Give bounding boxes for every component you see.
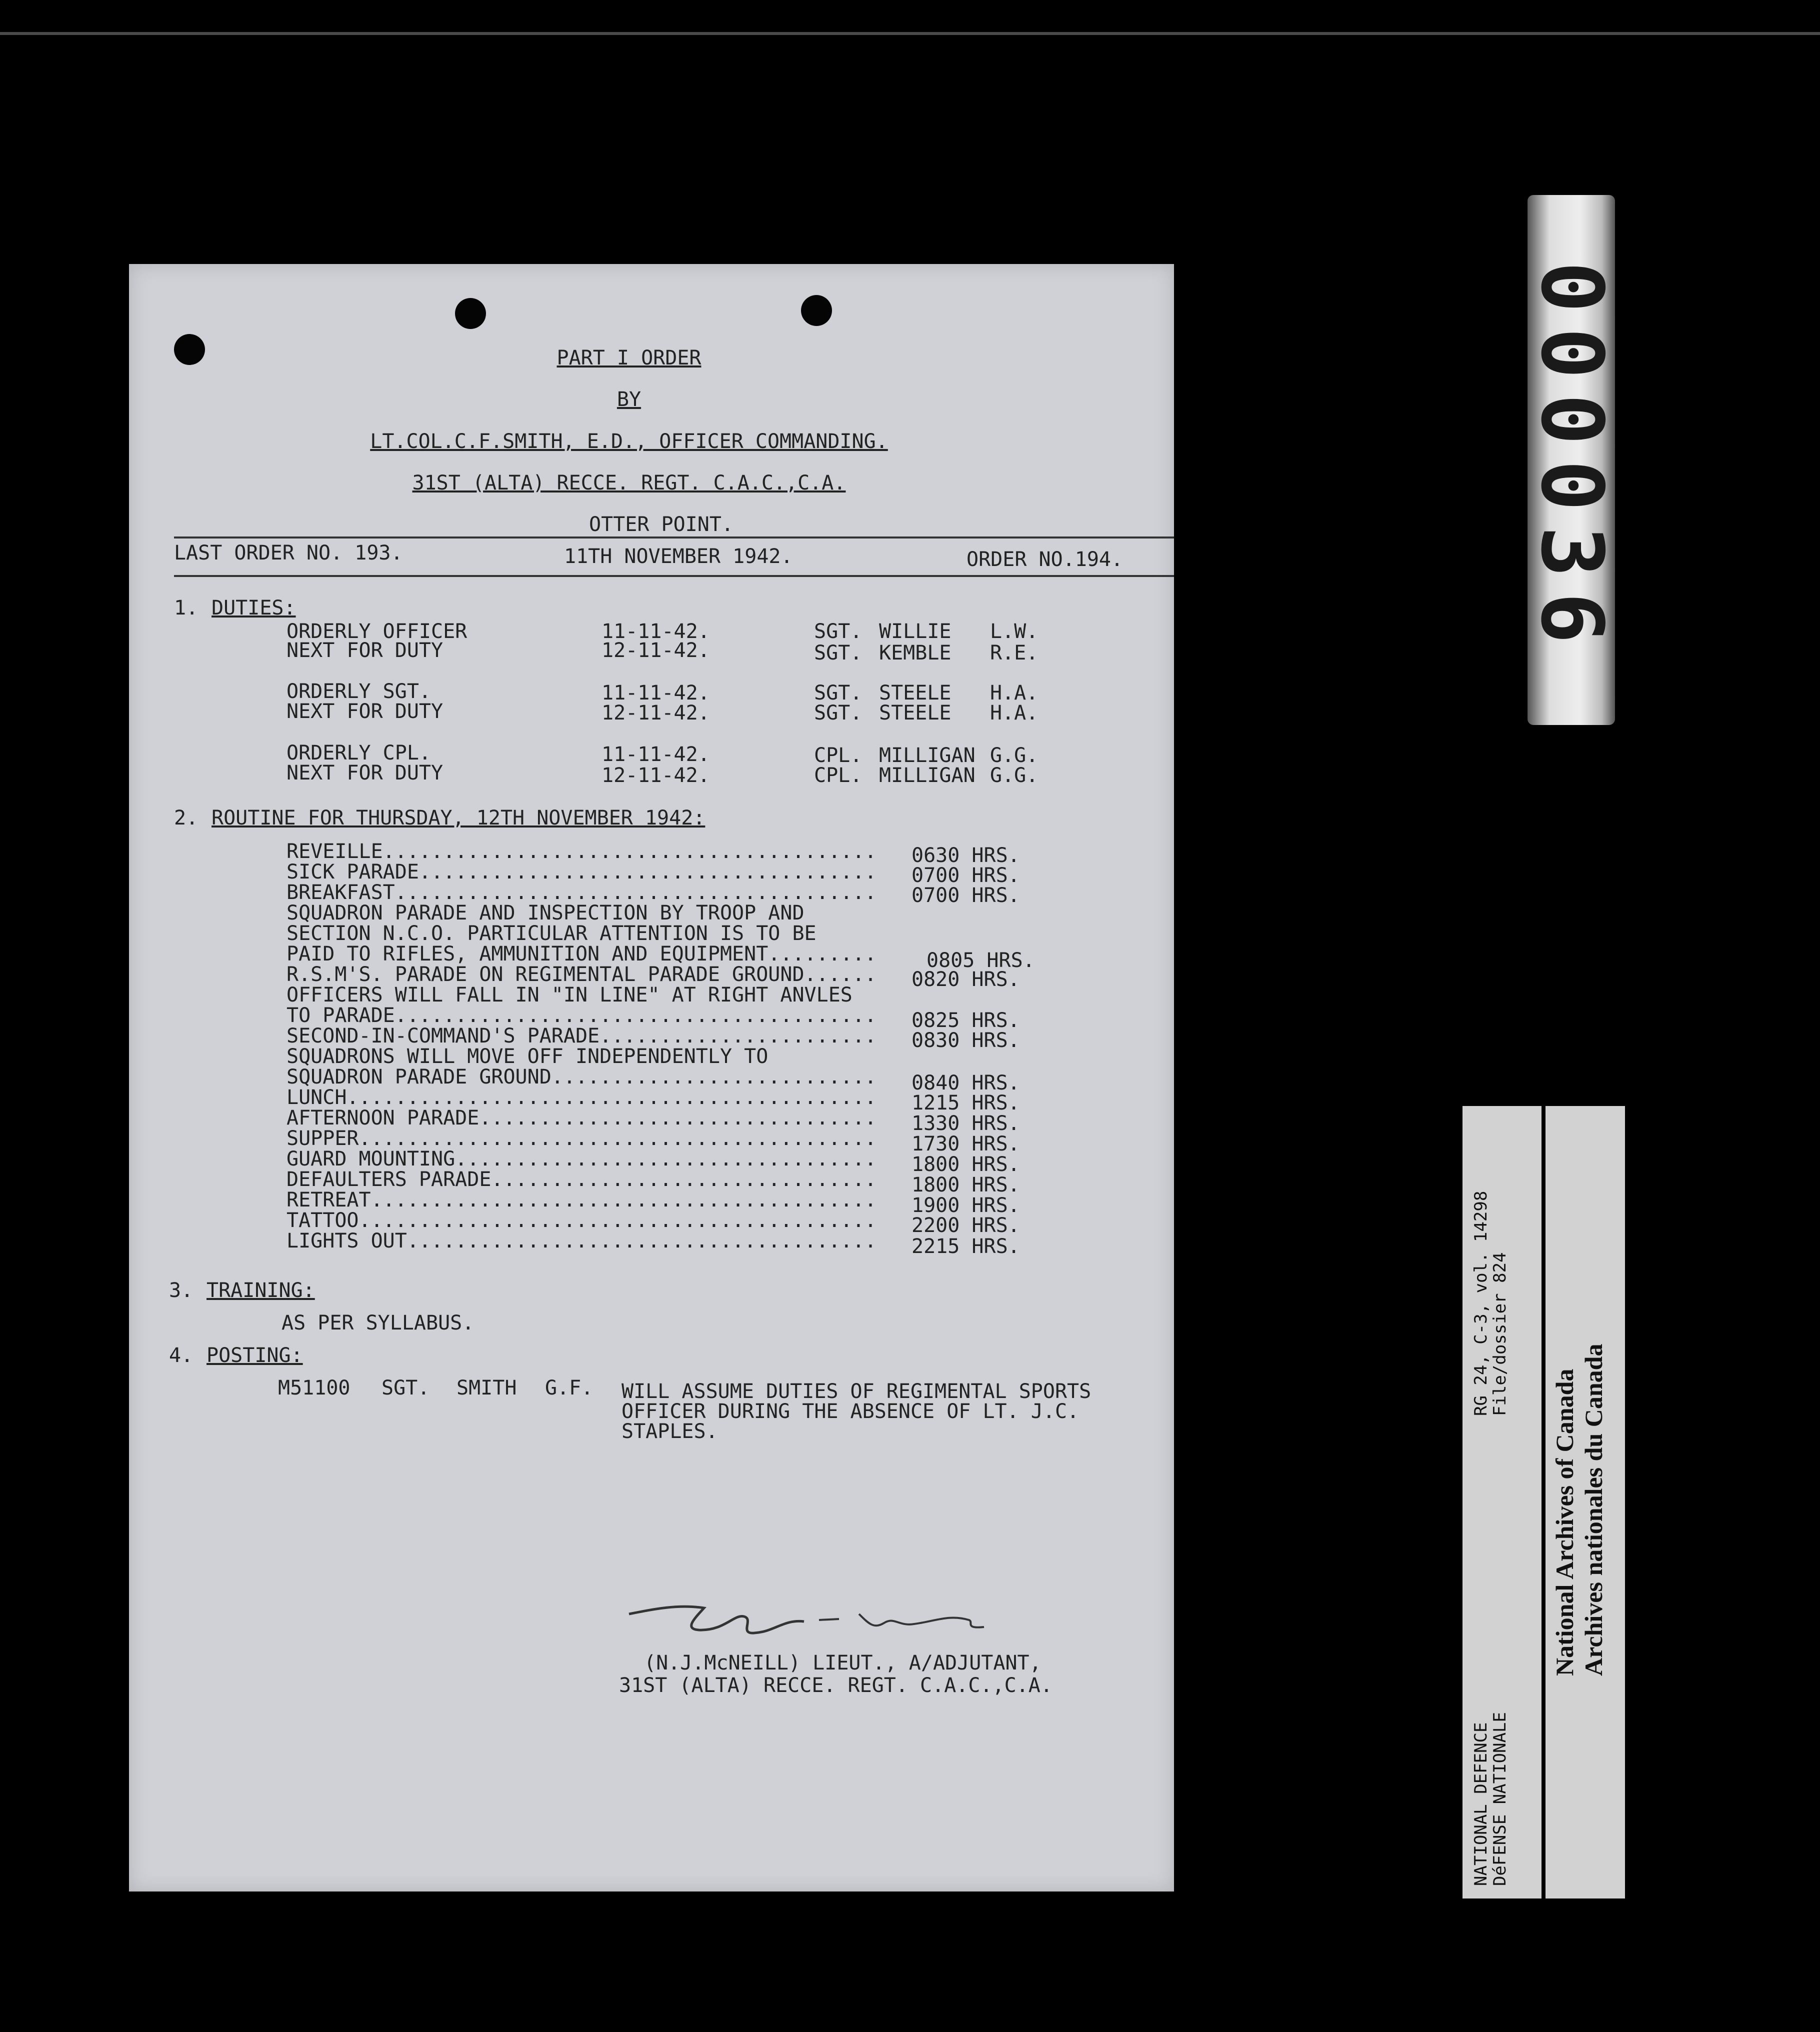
routine-time: 2200 HRS.: [912, 1214, 1020, 1237]
routine-item: SQUADRON PARADE GROUND...........................: [286, 1066, 877, 1088]
routine-item: RETREAT..........................................: [286, 1188, 877, 1212]
routine-item: OFFICERS WILL FALL IN "IN LINE" AT RIGHT ANVLES: [286, 984, 852, 1006]
archive-label-card: [1462, 1106, 1625, 1898]
duty-rank: CPL.: [814, 744, 862, 767]
order-commander: LT.COL.C.F.SMITH, E.D., OFFICER COMMANDING.: [370, 430, 888, 453]
signature-block: (N.J.McNEILL) LIEUT., A/ADJUTANT,: [644, 1652, 1042, 1674]
routine-time: 1215 HRS.: [912, 1092, 1020, 1114]
routine-time: 0630 HRS.: [912, 844, 1020, 867]
posting-initials: G.F.: [545, 1376, 594, 1400]
order-location: OTTER POINT.: [589, 513, 734, 536]
duty-role: NEXT FOR DUTY: [286, 639, 444, 662]
archive-name-en: National Archives of Canada: [1550, 1368, 1578, 1676]
routine-item: LIGHTS OUT.......................................: [286, 1230, 877, 1252]
reference-label: [1472, 1191, 1510, 1416]
order-text: [129, 264, 1174, 1892]
routine-time: 1330 HRS.: [912, 1112, 1020, 1135]
routine-time: 1730 HRS.: [912, 1132, 1020, 1156]
section-number: 2.: [174, 806, 198, 830]
posting-text: WILL ASSUME DUTIES OF REGIMENTAL SPORTS: [622, 1380, 1092, 1403]
routine-item: GUARD MOUNTING...................................: [286, 1148, 877, 1170]
frame-number: 000036: [1522, 261, 1621, 659]
duty-rank: SGT.: [814, 702, 862, 724]
duty-rank: CPL.: [814, 764, 862, 787]
duty-initials: L.W.: [990, 620, 1038, 643]
routine-item: REVEILLE.........................................: [286, 840, 877, 863]
department-label: [1472, 1712, 1510, 1886]
duty-date: 12-11-42.: [602, 764, 710, 787]
last-order: LAST ORDER NO. 193.: [174, 542, 403, 564]
section-heading: TRAINING:: [206, 1279, 315, 1302]
duty-date: 11-11-42.: [602, 743, 710, 766]
routine-item: LUNCH............................................: [286, 1086, 877, 1109]
department-fr: DéFENSE NATIONALE: [1490, 1712, 1510, 1886]
duty-role: ORDERLY CPL.: [286, 742, 431, 764]
duty-date: 11-11-42.: [602, 620, 710, 643]
duty-name: KEMBLE: [879, 642, 952, 664]
section-heading: POSTING:: [206, 1344, 303, 1367]
record-group-ref: RG 24, C-3, vol. 14298: [1471, 1190, 1491, 1416]
routine-item: SICK PARADE......................................: [286, 860, 877, 884]
posting-number: M51100: [278, 1376, 350, 1400]
routine-item: AFTERNOON PARADE.................................: [286, 1106, 877, 1130]
duty-name: STEELE: [879, 702, 952, 724]
order-title: PART I ORDER: [556, 346, 702, 370]
training-text: AS PER SYLLABUS.: [282, 1312, 474, 1334]
duty-rank: SGT.: [814, 620, 862, 643]
duty-initials: G.G.: [990, 764, 1038, 787]
routine-item: TATTOO...........................................: [286, 1209, 877, 1232]
duty-date: 12-11-42.: [602, 639, 710, 662]
order-by: BY: [616, 388, 642, 411]
section-heading: DUTIES:: [212, 596, 296, 620]
routine-time: 0830 HRS.: [912, 1029, 1020, 1052]
routine-time: 0840 HRS.: [912, 1072, 1020, 1094]
frame-number-strip: [1522, 195, 1621, 725]
routine-time: 1800 HRS.: [912, 1174, 1020, 1196]
routine-item: SECTION N.C.O. PARTICULAR ATTENTION IS TO BE: [286, 922, 816, 945]
duty-rank: SGT.: [814, 642, 862, 664]
routine-time: 2215 HRS.: [912, 1235, 1020, 1258]
posting-name: SMITH: [456, 1376, 517, 1400]
section-number: 4.: [169, 1344, 194, 1367]
routine-item: DEFAULTERS PARADE................................: [286, 1168, 877, 1191]
duty-role: NEXT FOR DUTY: [286, 700, 444, 723]
duty-initials: H.A.: [990, 702, 1038, 724]
duty-name: WILLIE: [879, 620, 952, 643]
archive-name-fr: Archives nationales du Canada: [1580, 1344, 1608, 1676]
signature-unit: 31ST (ALTA) RECCE. REGT. C.A.C.,C.A.: [619, 1674, 1052, 1697]
posting-text: OFFICER DURING THE ABSENCE OF LT. J.C.: [622, 1400, 1080, 1423]
section-number: 1.: [174, 596, 198, 620]
section-number: 3.: [169, 1279, 194, 1302]
scan-border-line: [0, 32, 1820, 35]
duty-initials: G.G.: [990, 744, 1038, 767]
duty-name: MILLIGAN: [879, 764, 976, 787]
routine-time: 1900 HRS.: [912, 1194, 1020, 1217]
section-heading: ROUTINE FOR THURSDAY, 12TH NOVEMBER 1942:: [212, 806, 706, 830]
duty-name: STEELE: [879, 682, 952, 704]
duty-role: NEXT FOR DUTY: [286, 762, 444, 784]
routine-item: TO PARADE........................................: [286, 1004, 877, 1027]
department-en: NATIONAL DEFENCE: [1471, 1722, 1491, 1886]
duty-date: 12-11-42.: [602, 702, 710, 724]
header-rule: [174, 536, 1174, 538]
routine-time: 0820 HRS.: [912, 968, 1020, 991]
routine-time: 1800 HRS.: [912, 1153, 1020, 1176]
duty-name: MILLIGAN: [879, 744, 976, 767]
routine-item: PAID TO RIFLES, AMMUNITION AND EQUIPMENT.........: [286, 942, 877, 966]
routine-item: R.S.M'S. PARADE ON REGIMENTAL PARADE GROUND......: [286, 963, 877, 986]
duty-initials: H.A.: [990, 682, 1038, 704]
routine-item: SUPPER...........................................: [286, 1127, 877, 1150]
duty-role: ORDERLY SGT.: [286, 680, 431, 703]
duty-initials: R.E.: [990, 642, 1038, 664]
duty-role: ORDERLY OFFICER: [286, 620, 468, 643]
routine-time: 0700 HRS.: [912, 864, 1020, 887]
order-number: ORDER NO.194.: [966, 548, 1124, 571]
document-page: [129, 264, 1174, 1892]
routine-item: SQUADRONS WILL MOVE OFF INDEPENDENTLY TO: [286, 1045, 768, 1068]
routine-item: BREAKFAST........................................: [286, 881, 877, 904]
header-rule: [174, 575, 1174, 577]
routine-time: 0805 HRS.: [926, 949, 1035, 972]
routine-item: SQUADRON PARADE AND INSPECTION BY TROOP AND: [286, 902, 804, 924]
archive-name: [1550, 1344, 1608, 1676]
label-divider: [1542, 1106, 1546, 1898]
order-date: 11TH NOVEMBER 1942.: [564, 545, 793, 568]
routine-time: 0700 HRS.: [912, 884, 1020, 907]
file-dossier-ref: File/dossier 824: [1490, 1252, 1510, 1416]
routine-item: SECOND-IN-COMMAND'S PARADE.......................: [286, 1024, 877, 1048]
handwritten-signature: [624, 1594, 1004, 1649]
routine-time: 0825 HRS.: [912, 1009, 1020, 1032]
duty-rank: SGT.: [814, 682, 862, 704]
posting-rank: SGT.: [382, 1376, 430, 1400]
order-unit: 31ST (ALTA) RECCE. REGT. C.A.C.,C.A.: [412, 472, 846, 494]
duty-date: 11-11-42.: [602, 682, 710, 704]
posting-text: STAPLES.: [622, 1420, 718, 1443]
